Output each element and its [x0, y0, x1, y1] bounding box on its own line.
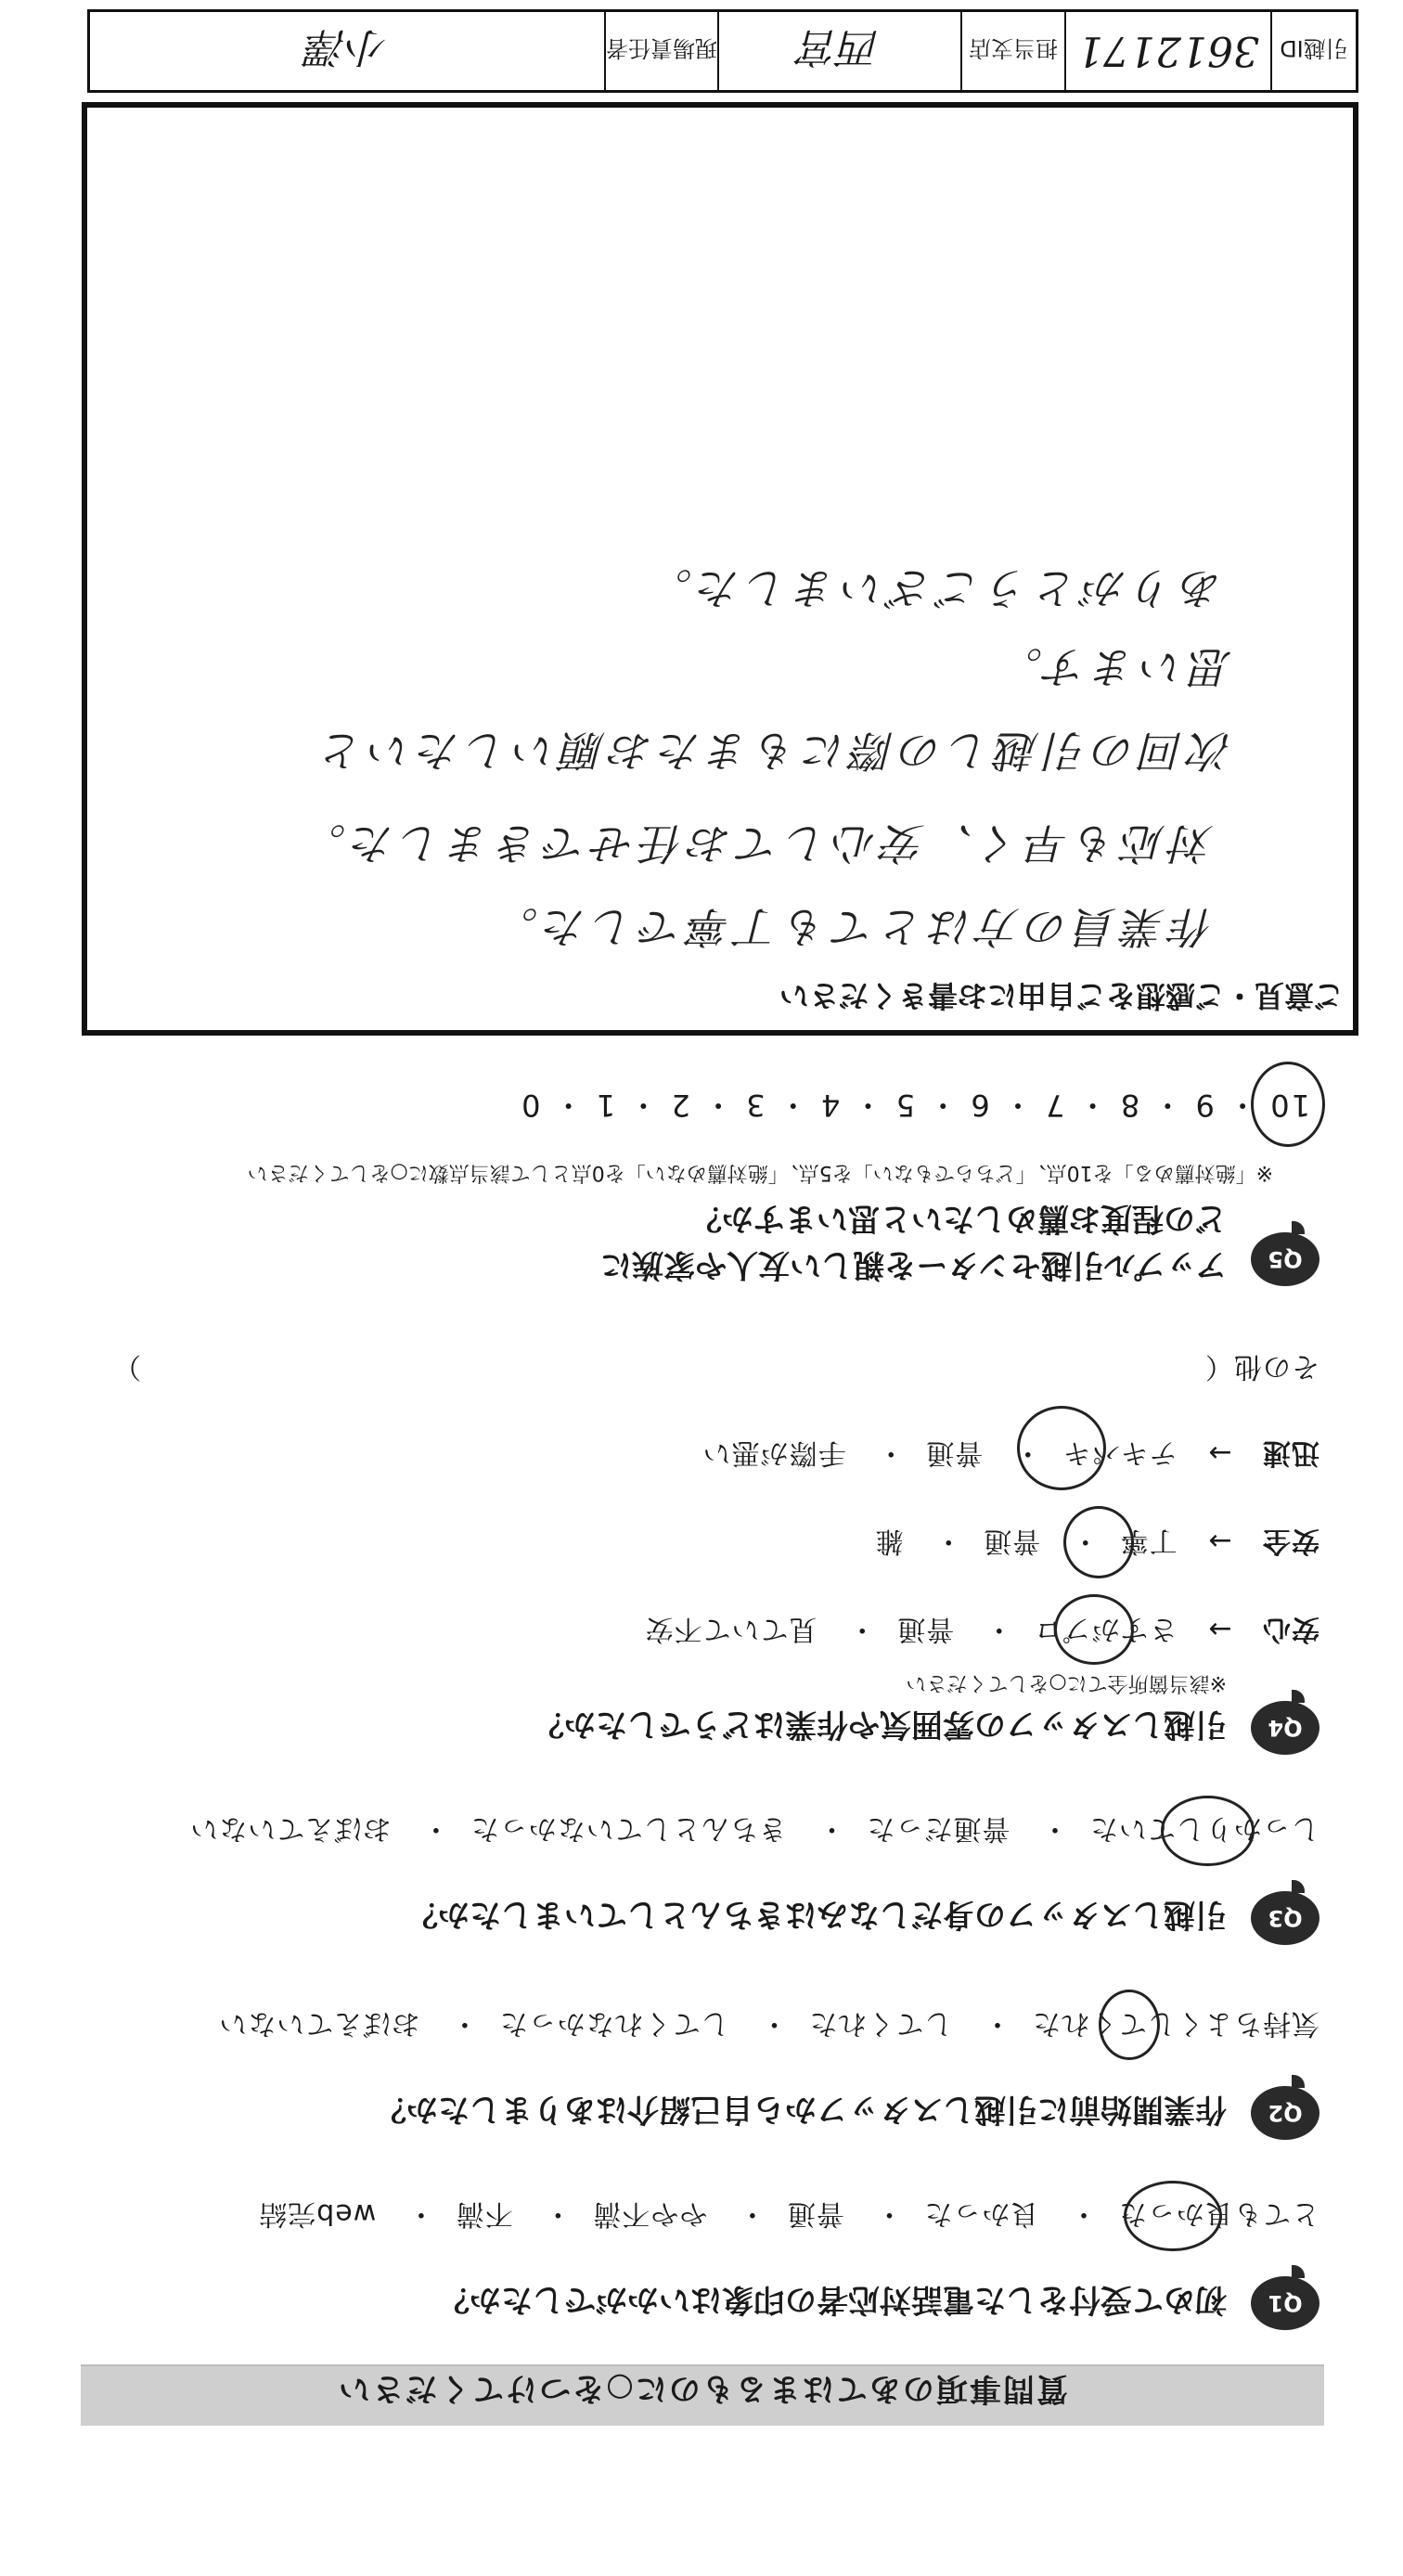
q4-option-rough[interactable]: 雑 [874, 1525, 904, 1557]
q4-row-anshin: 安心 → さすがプロ・ 普通・ 見ていて不安 [644, 1613, 1319, 1645]
q5-question-line2: どの程度お薦めしたいと思いますか？ [690, 1200, 1227, 1237]
q4-other-label: その他（ [1204, 1350, 1319, 1383]
q4-jinsoku-selection-circle [1017, 1406, 1106, 1490]
q4-option-normal[interactable]: 普通 [896, 1613, 955, 1645]
q2-option-did[interactable]: してくれた [808, 2007, 953, 2040]
q1-question: 初めて受付をした電話対応者の印象はいかがでしたか？ [438, 2281, 1227, 2318]
q4-option-anxious[interactable]: 見ていて不安 [644, 1613, 817, 1645]
q2-selection-circle [1099, 1990, 1160, 2060]
q3-question: 引越しスタッフの身だしなみはきちんとしていましたか？ [406, 1896, 1227, 1933]
q5-score-0[interactable]: 0 [520, 1088, 541, 1123]
q4-row-label: 安全 [1262, 1525, 1319, 1557]
id-table [87, 9, 1358, 93]
q4-note: ※該当箇所全てに○をしてください [906, 1671, 1227, 1694]
q1-option-good[interactable]: 良かった [923, 2197, 1039, 2230]
branch-value: 西宮 [717, 12, 960, 90]
id-value: 3612171 [1064, 12, 1270, 90]
q5-score-1[interactable]: 1 [594, 1088, 616, 1123]
q4-option-quick[interactable]: テキパキ [1062, 1436, 1178, 1469]
q2-option-dont-remember[interactable]: おぼえていない [218, 2007, 420, 2040]
q5-score-5[interactable]: 5 [894, 1088, 916, 1123]
q4-option-normal[interactable]: 普通 [925, 1436, 984, 1469]
comment-line-5: ありがとうございました。 [644, 563, 1223, 613]
q1-option-very-good[interactable]: とても良かった [1118, 2197, 1319, 2230]
q3-options: しっかりしていた・ 普通だった・ きちんとしていなかった・ おぼえていない [189, 1812, 1319, 1845]
q5-score-3[interactable]: 3 [744, 1088, 766, 1123]
q4-row-anzen: 安全 → 丁寧・ 普通・ 雑 [874, 1525, 1319, 1557]
q1-badge: Q1 [1251, 2276, 1319, 2330]
q4-other-row [39, 1349, 1319, 1390]
q4-badge: Q4 [1251, 1701, 1319, 1755]
branch-label: 担当支店 [960, 12, 1064, 90]
q5-score-8[interactable]: 8 [1118, 1088, 1140, 1123]
q4-option-clumsy[interactable]: 手際が悪い [702, 1436, 846, 1469]
q2-option-did-not[interactable]: してくれなかった [498, 2007, 729, 2040]
q1-option-unsatisfied[interactable]: 不満 [455, 2197, 513, 2230]
q1-option-somewhat-unsatisfied[interactable]: やや不満 [592, 2197, 708, 2230]
q4-option-careful[interactable]: 丁寧 [1119, 1525, 1178, 1557]
q1-option-web[interactable]: web完結 [258, 2197, 377, 2230]
survey-header-title: 質問事項のあてはまるものに○をつけてください [337, 2370, 1068, 2407]
comments-title: ご意見・ご感想をご自由にお書きください [779, 978, 1344, 1013]
q4-row-label: 安心 [1262, 1613, 1319, 1645]
q5-selection-circle [1251, 1062, 1325, 1147]
q4-question: 引越しスタッフの雰囲気や作業はどうでしたか？ [533, 1706, 1227, 1743]
q5-scale: 10 ・ 9 ・ 8 ・ 7 ・ 6 ・ 5 ・ 4 ・ 3 ・ 2 ・ 1 ・ 0 [520, 1088, 1310, 1123]
q4-row-jinsoku: 迅速 → テキパキ・ 普通・ 手際が悪い [702, 1436, 1319, 1469]
comments-box[interactable] [82, 102, 1358, 1036]
q4-row-label: 迅速 [1262, 1436, 1319, 1469]
q5-score-4[interactable]: 4 [818, 1088, 841, 1123]
q2-options: 気持ちよくしてくれた・ してくれた・ してくれなかった・ おぼえていない [218, 2007, 1319, 2040]
lead-label: 現場責任者 [604, 12, 717, 90]
q1-selection-circle [1124, 2181, 1222, 2251]
q3-option-untidy[interactable]: きちんとしていなかった [470, 1812, 787, 1845]
lead-value: 小澤 [306, 23, 388, 71]
q5-score-10[interactable]: 10 [1268, 1088, 1310, 1123]
comment-line-1: 作業員の方はとても丁寧でした。 [490, 902, 1214, 952]
q5-score-9[interactable]: 9 [1193, 1088, 1215, 1123]
q2-option-pleasant[interactable]: 気持ちよくしてくれた [1032, 2007, 1319, 2040]
q3-badge: Q3 [1251, 1891, 1319, 1945]
arrow-icon: → [1207, 1613, 1232, 1645]
q5-score-2[interactable]: 2 [669, 1088, 690, 1123]
q3-option-normal[interactable]: 普通だった [866, 1812, 1010, 1845]
id-label: 引越ID [1270, 12, 1356, 90]
comment-line-2: 対応も早く、安心してお任せできました。 [297, 818, 1214, 869]
q4-option-professional[interactable]: さすがプロ [1033, 1613, 1178, 1645]
q5-score-6[interactable]: 6 [969, 1088, 990, 1123]
q4-anzen-selection-circle [1063, 1506, 1134, 1578]
q5-score-7[interactable]: 7 [1044, 1088, 1065, 1123]
q2-question: 作業開始前に引越しスタッフから自己紹介はありましたか？ [375, 2091, 1227, 2128]
q5-note: ※「絶対薦める」を10点、「どちらでもない」を5点、「絶対薦めない」を0点として該当点数に○をしてください [247, 1161, 1273, 1184]
comment-line-4: 思います。 [994, 642, 1232, 692]
comment-line-3: 次回の引越しの際にもまたお願いしたいと [315, 726, 1232, 776]
q4-anshin-selection-circle [1054, 1594, 1134, 1665]
q5-question-line1: アップル引越センターを親しい友人や家族に [600, 1246, 1227, 1283]
q3-option-dont-remember[interactable]: おぼえていない [189, 1812, 392, 1845]
q1-option-normal[interactable]: 普通 [786, 2197, 844, 2230]
arrow-icon: → [1207, 1436, 1232, 1469]
q5-badge: Q5 [1251, 1232, 1319, 1286]
q4-option-normal[interactable]: 普通 [983, 1525, 1041, 1557]
q1-options: とても良かった・ 良かった・ 普通・ やや不満・ 不満・ web完結 [258, 2197, 1319, 2230]
arrow-icon: → [1207, 1525, 1232, 1557]
q4-other-close: ） [112, 1350, 141, 1383]
survey-header-bar [81, 2364, 1324, 2426]
q3-selection-circle [1161, 1796, 1255, 1866]
q2-badge: Q2 [1251, 2086, 1319, 2140]
q3-option-tidy[interactable]: しっかりしていた [1089, 1812, 1319, 1845]
